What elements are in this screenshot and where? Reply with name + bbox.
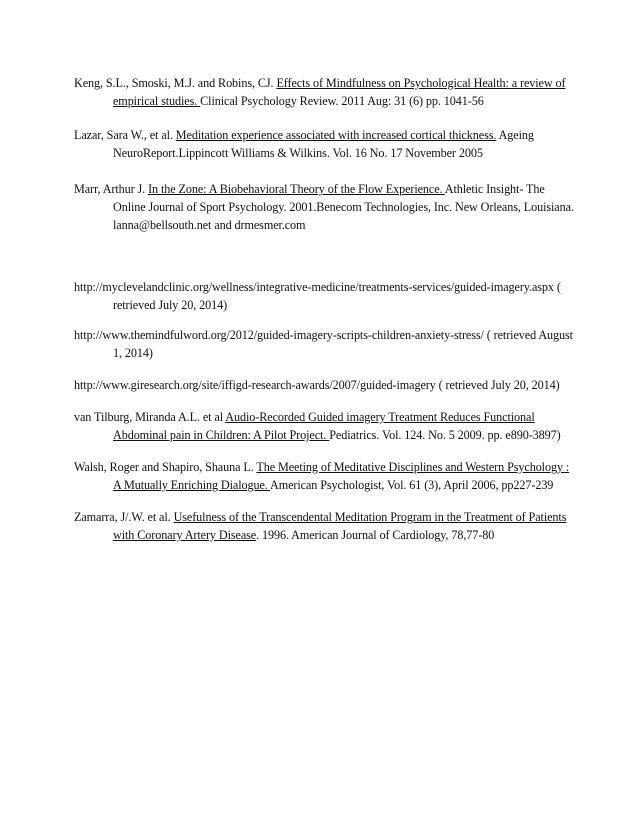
reference-url: http://www.themindfulword.org/2012/guided-imagery-scripts-children-anxiety-stress/ ( retrieved August 1, 2014) [74, 328, 573, 360]
reference-url: http://www.giresearch.org/site/iffigd-research-awards/2007/guided-imagery ( retrieved July 20, 2014) [74, 378, 560, 392]
reference-title: Meditation experience associated with increased cortical thickness. [175, 128, 497, 142]
reference-source: Ageing NeuroReport.Lippincott Williams & Wilkins. Vol. 16 No. 17 November 2005 [113, 128, 534, 160]
reference-zamarra [74, 508, 574, 544]
reference-source: Athletic Insight- The Online Journal of Sport Psychology. 2001.Benecom Technologies, Inc. New Orleans, Louisiana. lanna@bellsouth.net and drmesmer.com [113, 182, 574, 232]
reference-authors: Lazar, Sara W., et al. [74, 128, 176, 142]
reference-title: Effects of Mindfulness on Psychological Health: a review of empirical studies. [113, 76, 566, 108]
reference-authors: van Tilburg, Miranda A.L. et al [74, 410, 226, 424]
reference-authors: Marr, Arthur J. [74, 182, 149, 196]
reference-title: The Meeting of Meditative Disciplines and Western Psychology : A Mutually Enriching Dialogue. [113, 460, 570, 492]
reference-source: Clinical Psychology Review. 2011 Aug: 31 (6) pp. 1041-56 [200, 94, 484, 108]
reference-authors: Zamarra, J/.W. et al. [74, 510, 174, 524]
reference-marr [74, 180, 574, 234]
reference-authors: Keng, S.L., Smoski, M.J. and Robins, CJ. [74, 76, 277, 90]
reference-url: http://myclevelandclinic.org/wellness/integrative-medicine/treatments-services/guided-imagery.aspx ( retrieved July 20, 2014) [74, 280, 561, 312]
reference-lazar [74, 126, 574, 162]
reference-source: Pediatrics. Vol. 124. No. 5 2009. pp. e890-3897) [329, 428, 561, 442]
reference-themindfulword [74, 326, 574, 362]
reference-title: Usefulness of the Transcendental Meditation Program in the Treatment of Patients with Coronary Artery Disease [113, 510, 567, 542]
reference-giresearch [74, 376, 574, 394]
reference-title: In the Zone: A Biobehavioral Theory of the Flow Experience. [148, 182, 445, 196]
reference-source: American Psychologist, Vol. 61 (3), April 2006, pp227-239 [270, 478, 554, 492]
reference-list [74, 74, 574, 544]
reference-source: . 1996. American Journal of Cardiology, 78,77-80 [256, 528, 495, 542]
reference-van-tilburg [74, 408, 574, 444]
reference-clevelandclinic [74, 278, 574, 314]
reference-authors: Walsh, Roger and Shapiro, Shauna L. [74, 460, 257, 474]
reference-walsh [74, 458, 574, 494]
reference-keng [74, 74, 574, 110]
reference-title: Audio-Recorded Guided imagery Treatment Reduces Functional Abdominal pain in Children: A Pilot Project. [113, 410, 535, 442]
